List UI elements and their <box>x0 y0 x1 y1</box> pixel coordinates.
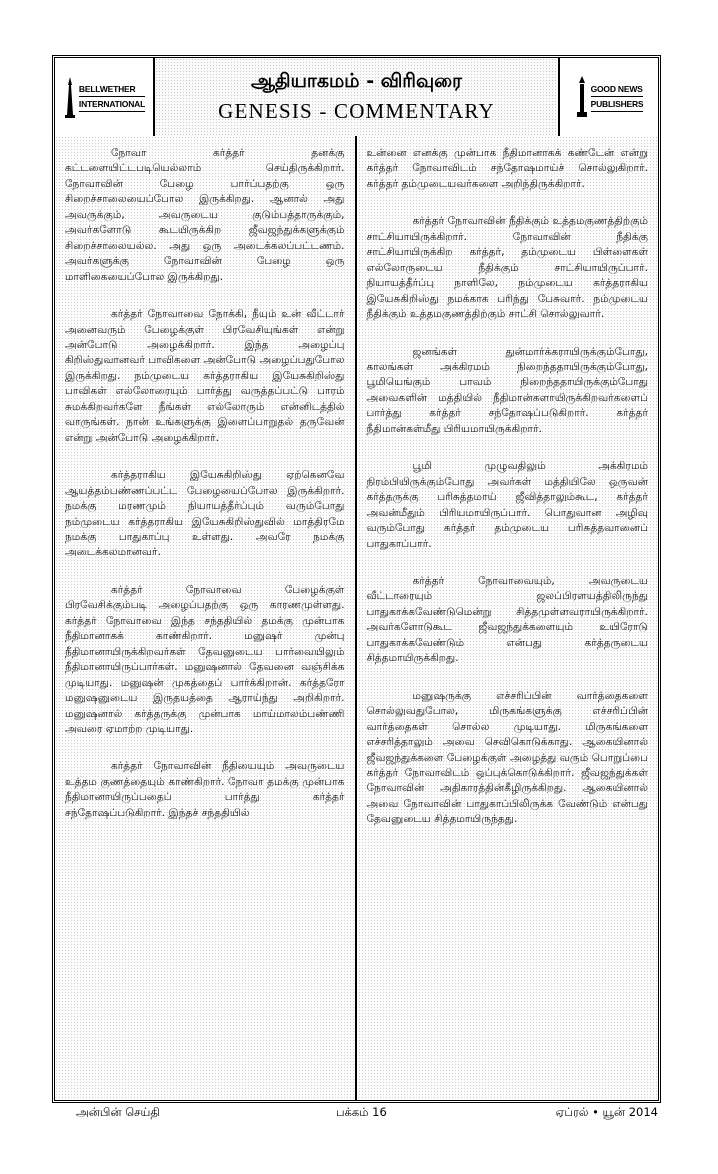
article-body <box>55 136 658 1100</box>
footer-page-number: பக்கம் 16 <box>336 1105 387 1119</box>
logo-left-line-1: BELLWETHER <box>79 82 145 97</box>
logo-right-line-1: GOOD NEWS <box>591 82 644 97</box>
bellwether-logo <box>55 58 155 136</box>
left-column <box>55 136 357 1100</box>
page-footer <box>76 1105 658 1125</box>
footer-date: ஏப்ரல் • யூன் 2014 <box>555 1105 658 1119</box>
paragraph: கர்த்தர் நோவாவின் நீதியையும் அவருடைய உத்தம குணத்தையும் காண்கிறார். நோவா தமக்கு முன்பாக நீதிமானாயிருப்பதைப் பார்த்து கர்த்தர் சந்தோஷப்படுகிறார். இந்தச் சந்ததியில் <box>65 760 345 819</box>
bell-tower-icon <box>63 75 77 119</box>
paragraph: பூமி முழுவதிலும் அக்கிரமம் நிரம்பியிருக்கும்போது அவர்கள் மத்தியிலே ஒருவன் கர்த்தருக்கு பரிசுத்தமாய் ஜீவித்தாலும்கூட, கர்த்தர் அவன்மீதும் பிரியமாயிருப்பார். பொதுவான அழிவு வரும்போது கர்த்தர் தம்முடைய பரிசுத்தவானைப் பாதுகாப்பார். <box>366 460 648 550</box>
paragraph: மனுஷருக்கு எச்சரிப்பின் வார்த்தைகளை சொல்லுவதுபோல, மிருகங்களுக்கு எச்சரிப்பின் வார்த்தைகள் சொல்ல முடியாது. மிருகங்களை எச்சரித்தாலும் அவை செவிகொடுக்காது. ஆகையினால் ஜீவஜந்துக்களை பேழைக்குள் அழைத்து வரும் பொறுப்பை கர்த்தர் நோவாவிடம் ஒப்புக்கொடுக்கிறார். ஜீவஜந்துக்கள் நோவாவின் அதிகாரத்தின்கீழிருக்கிறது. ஆகையினால் அவை நோவாவின் பாதுகாப்பிலிருக்க வேண்டும் என்பது தேவனுடைய சித்தமாயிருந்தது. <box>366 689 648 826</box>
title-tamil: ஆதியாகமம் - விரிவுரை <box>251 70 462 92</box>
paragraph: கர்த்தர் நோவாவை நோக்கி, நீயும் உன் வீட்டார் அனைவரும் பேழைக்குள் பிரவேசியுங்கள் என்று அன்போடு அழைக்கிறார். இந்த அழைப்பு கிறிஸ்துவானவர் பாவிகளை அன்போடு அழைப்பதுபோல இருக்கிறது. நம்முடைய கர்த்தராகிய இயேசுகிறிஸ்து பாவிகள் எல்லோரையும் பார்த்து வருத்தப்பட்டு பாரம் சுமக்கிறவர்களே நீங்கள் எல்லோரும் என்னிடத்தில் வாருங்கள். நான் உங்களுக்கு இளைப்பாறுதல் தருவேன் என்று அன்போடு அழைக்கிறார். <box>65 308 345 444</box>
good-news-logo <box>558 58 658 136</box>
right-column <box>357 136 659 1100</box>
page-frame <box>52 55 661 1103</box>
lamp-tower-icon <box>575 75 589 119</box>
title-english: GENESIS - COMMENTARY <box>218 99 495 123</box>
paragraph: உன்னை எனக்கு முன்பாக நீதிமானாகக் கண்டேன் என்று கர்த்தர் நோவாவிடம் சந்தோஷமாய்ச் சொல்லுகிறார். கர்த்தர் தம்முடையவர்களை அறிந்திருக்கிறார். <box>366 147 648 190</box>
footer-publication: அன்பின் செய்தி <box>76 1105 160 1119</box>
paragraph: கர்த்தர் நோவாவை பேழைக்குள் பிரவேசிக்கும்படி அழைப்பதற்கு ஒரு காரணமுள்ளது. கர்த்தர் நோவாவை இந்த சந்ததியில் தமக்கு முன்பாக நீதிமானாகக் காண்கிறார். மனுஷர் முன்பு நீதிமானாயிருக்கிறவர்கள் தேவனுடைய பார்வையிலும் நீதிமானாயிருப்பார்கள். மனுஷனால் தேவனை வஞ்சிக்க முடியாது. மனுஷன் முகத்தைப் பார்க்கிறான். கர்த்தரோ மனுஷனுடைய இருதயத்தை ஆராய்ந்து அறிகிறார். மனுஷனால் கர்த்தருக்கு முன்பாக மாய்மாலம்பண்ணி அவரை ஏமாற்ற முடியாது. <box>65 583 345 735</box>
header <box>55 58 658 138</box>
logo-right-line-2: PUBLISHERS <box>591 97 644 112</box>
logo-left-line-2: INTERNATIONAL <box>79 97 145 112</box>
paragraph: ஜனங்கள் துன்மார்க்கராயிருக்கும்போது, காலங்கள் அக்கிரமம் நிறைந்ததாயிருக்கும்போது, பூமியெங்கும் பாவம் நிறைந்ததாயிருக்கும்போது அவைகளின் மத்தியில் நீதிமான்களாயிருக்கிறவர்களைப் பார்த்து கர்த்தர் சந்தோஷப்படுகிறார். கர்த்தர் நீதிமான்கள்மீது பிரியமாயிருக்கிறார். <box>366 345 648 435</box>
paragraph: கர்த்தராகிய இயேசுகிறிஸ்து ஏற்கெனவே ஆயத்தம்பண்ணப்பட்ட பேழையைப்போல இருக்கிறார். நமக்கு மரணமும் நியாயத்தீர்ப்பும் வரும்போது நம்முடைய கர்த்தராகிய இயேசுகிறிஸ்துவில் மாத்திரமே நமக்கு பாதுகாப்பு உள்ளது. அவரே நமக்கு அடைக்கலமானவர். <box>65 469 345 559</box>
paragraph: கர்த்தர் நோவாவின் நீதிக்கும் உத்தமகுணத்திற்கும் சாட்சியாயிருக்கிறார். நோவாவின் நீதிக்கு சாட்சியாயிருக்கிற கர்த்தர், தம்முடைய பிள்ளைகள் எல்லோருடைய நீதிக்கும் சாட்சியாயிருப்பார். நியாயத்தீர்ப்பு நாளிலே, நம்முடைய கர்த்தராகிய இயேசுகிறிஸ்து நமக்காக பரிந்து பேசுவார். நம்முடைய நீதிக்கும் உத்தமகுணத்திற்கும் சாட்சி சொல்லுவார். <box>366 215 648 321</box>
title-block <box>155 58 558 136</box>
paragraph: நோவா கர்த்தர் தனக்கு கட்டளையிட்டபடியெல்லாம் செய்திருக்கிறார். நோவாவின் பேழை பார்ப்பதற்கு ஒரு சிறைச்சாலையைப்போல இருக்கிறது. ஆனால் அது அவருக்கும், அவருடைய குடும்பத்தாருக்கும், அவர்களோடு கூடயிருக்கிற ஜீவஜந்துக்களுக்கும் சிறைச்சாலையல்ல. அது ஒரு அடைக்கலப்பட்டணம். அவர்களுக்கு நோவாவின் பேழை ஒரு மாளிகையைப்போல இருக்கிறது. <box>65 147 345 283</box>
paragraph: கர்த்தர் நோவாவையும், அவருடைய வீட்டாரையும் ஜலப்பிரளயத்திலிருந்து பாதுகாக்கவேண்டுமென்று சித்தமுள்ளவராயிருக்கிறார். அவர்களோடுகூட ஜீவஜந்துக்களையும் உயிரோடு பாதுகாக்கவேண்டும் என்பது கர்த்தருடைய சித்தமாயிருக்கிறது. <box>366 574 648 665</box>
